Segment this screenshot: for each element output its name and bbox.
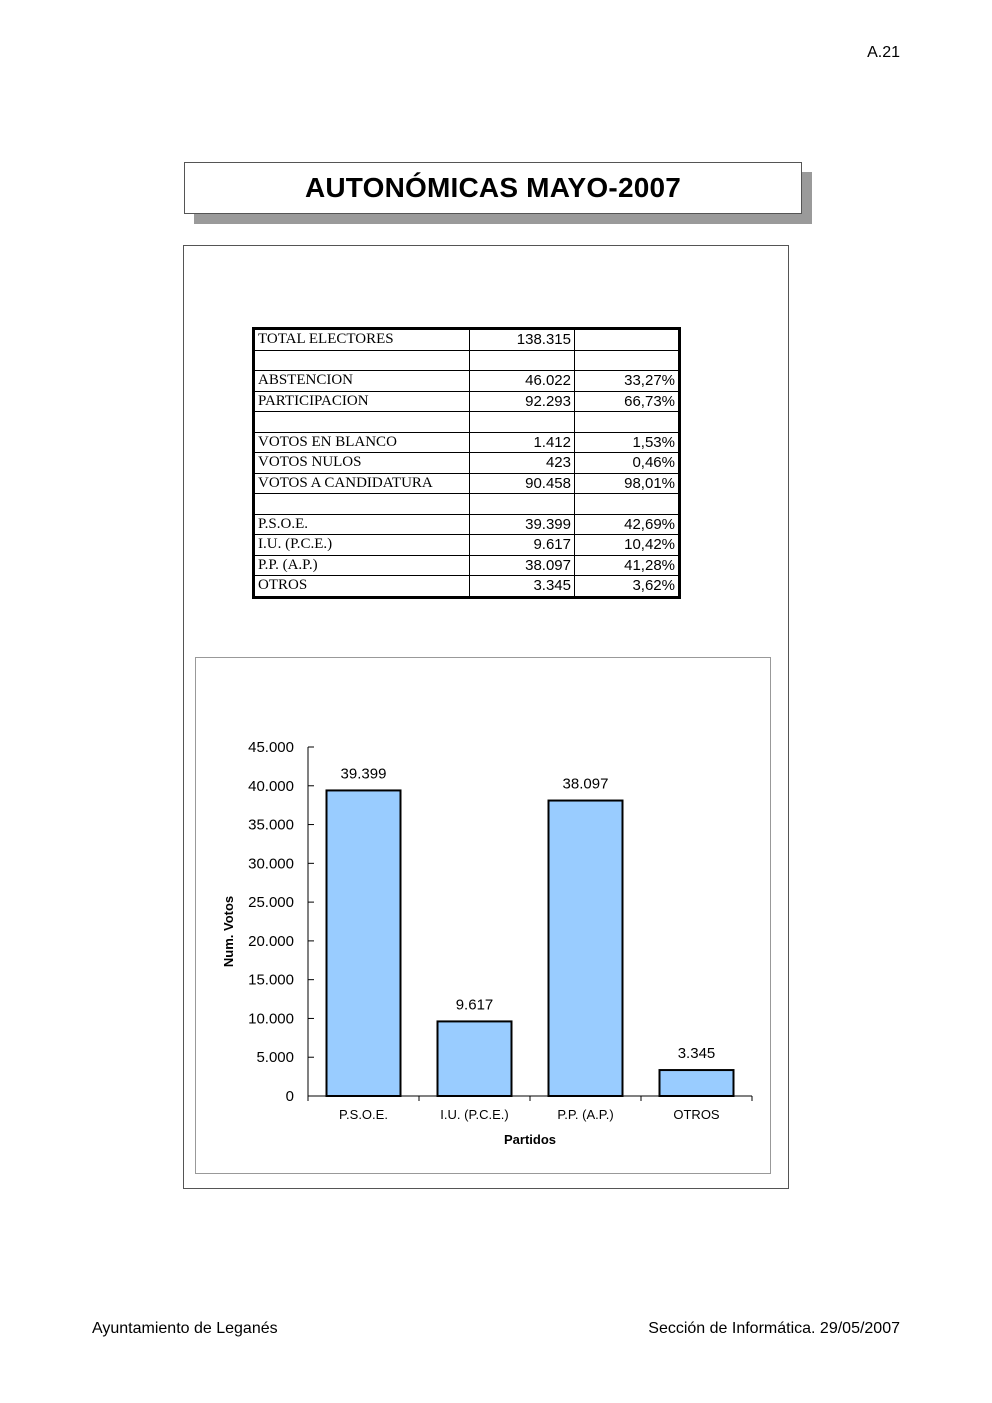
y-tick-label: 20.000 (248, 932, 294, 950)
results-table-body (254, 329, 680, 598)
row-votes: 46.022 (470, 371, 575, 392)
bar (549, 801, 623, 1096)
results-table (252, 327, 681, 599)
row-label: VOTOS EN BLANCO (254, 432, 470, 453)
table-row (254, 371, 680, 392)
row-label: P.P. (A.P.) (254, 555, 470, 576)
row-percent (575, 329, 680, 351)
row-label: OTROS (254, 576, 470, 598)
footer-section-date: Sección de Informática. 29/05/2007 (648, 1320, 900, 1337)
x-axis-title: Partidos (503, 1132, 557, 1147)
row-label: VOTOS A CANDIDATURA (254, 473, 470, 494)
row-percent: 98,01% (575, 473, 680, 494)
table-row (254, 494, 680, 515)
footer-organization: Ayuntamiento de Leganés (92, 1320, 278, 1337)
row-percent (575, 412, 680, 433)
row-percent: 0,46% (575, 453, 680, 474)
row-percent: 1,53% (575, 432, 680, 453)
bar-data-label: 9.617 (455, 996, 494, 1014)
row-votes: 9.617 (470, 535, 575, 556)
row-votes: 92.293 (470, 391, 575, 412)
row-label: VOTOS NULOS (254, 453, 470, 474)
bar-data-label: 39.399 (340, 765, 387, 783)
votes-bar-chart (196, 658, 770, 1173)
row-votes (470, 412, 575, 433)
y-tick-label: 25.000 (248, 894, 294, 912)
row-percent: 41,28% (575, 555, 680, 576)
x-tick-label: P.S.O.E. (339, 1107, 388, 1122)
table-row (254, 329, 680, 351)
bar (327, 790, 401, 1096)
row-percent: 42,69% (575, 514, 680, 535)
table-row (254, 432, 680, 453)
table-row (254, 350, 680, 371)
y-tick-label: 45.000 (248, 739, 294, 756)
row-label: ABSTENCION (254, 371, 470, 392)
table-row (254, 555, 680, 576)
y-tick-label: 5.000 (256, 1049, 294, 1067)
page-reference: A.21 (867, 44, 900, 61)
row-label: P.S.O.E. (254, 514, 470, 535)
table-row (254, 535, 680, 556)
table-row (254, 391, 680, 412)
bar-data-label: 3.345 (677, 1045, 716, 1063)
row-votes: 90.458 (470, 473, 575, 494)
y-tick-label: 10.000 (248, 1010, 294, 1028)
table-row (254, 576, 680, 598)
table-row (254, 514, 680, 535)
title-banner (184, 162, 802, 214)
y-tick-label: 0 (285, 1088, 294, 1105)
row-percent (575, 350, 680, 371)
table-row (254, 412, 680, 433)
row-votes (470, 350, 575, 371)
x-tick-label: I.U. (P.C.E.) (440, 1107, 509, 1122)
row-votes: 1.412 (470, 432, 575, 453)
row-votes: 38.097 (470, 555, 575, 576)
row-votes: 39.399 (470, 514, 575, 535)
row-percent: 66,73% (575, 391, 680, 412)
y-tick-label: 40.000 (248, 777, 294, 795)
chart-frame (195, 657, 771, 1174)
x-tick-label: OTROS (673, 1107, 720, 1122)
row-label (254, 350, 470, 371)
bar (660, 1070, 734, 1096)
y-tick-label: 15.000 (248, 971, 294, 989)
row-votes: 423 (470, 453, 575, 474)
row-label: I.U. (P.C.E.) (254, 535, 470, 556)
y-tick-label: 30.000 (248, 855, 294, 873)
bar (438, 1021, 512, 1096)
row-label (254, 494, 470, 515)
y-axis-title: Num. Votos (221, 895, 236, 968)
row-label (254, 412, 470, 433)
table-row (254, 473, 680, 494)
row-votes: 138.315 (470, 329, 575, 351)
bar-data-label: 38.097 (562, 775, 609, 793)
row-percent: 10,42% (575, 535, 680, 556)
row-votes: 3.345 (470, 576, 575, 598)
row-label: TOTAL ELECTORES (254, 329, 470, 351)
table-row (254, 453, 680, 474)
row-percent (575, 494, 680, 515)
row-percent: 33,27% (575, 371, 680, 392)
row-label: PARTICIPACION (254, 391, 470, 412)
y-tick-label: 35.000 (248, 816, 294, 834)
page-title: AUTONÓMICAS MAYO-2007 (304, 172, 682, 203)
row-percent: 3,62% (575, 576, 680, 598)
row-votes (470, 494, 575, 515)
x-tick-label: P.P. (A.P.) (557, 1107, 614, 1122)
